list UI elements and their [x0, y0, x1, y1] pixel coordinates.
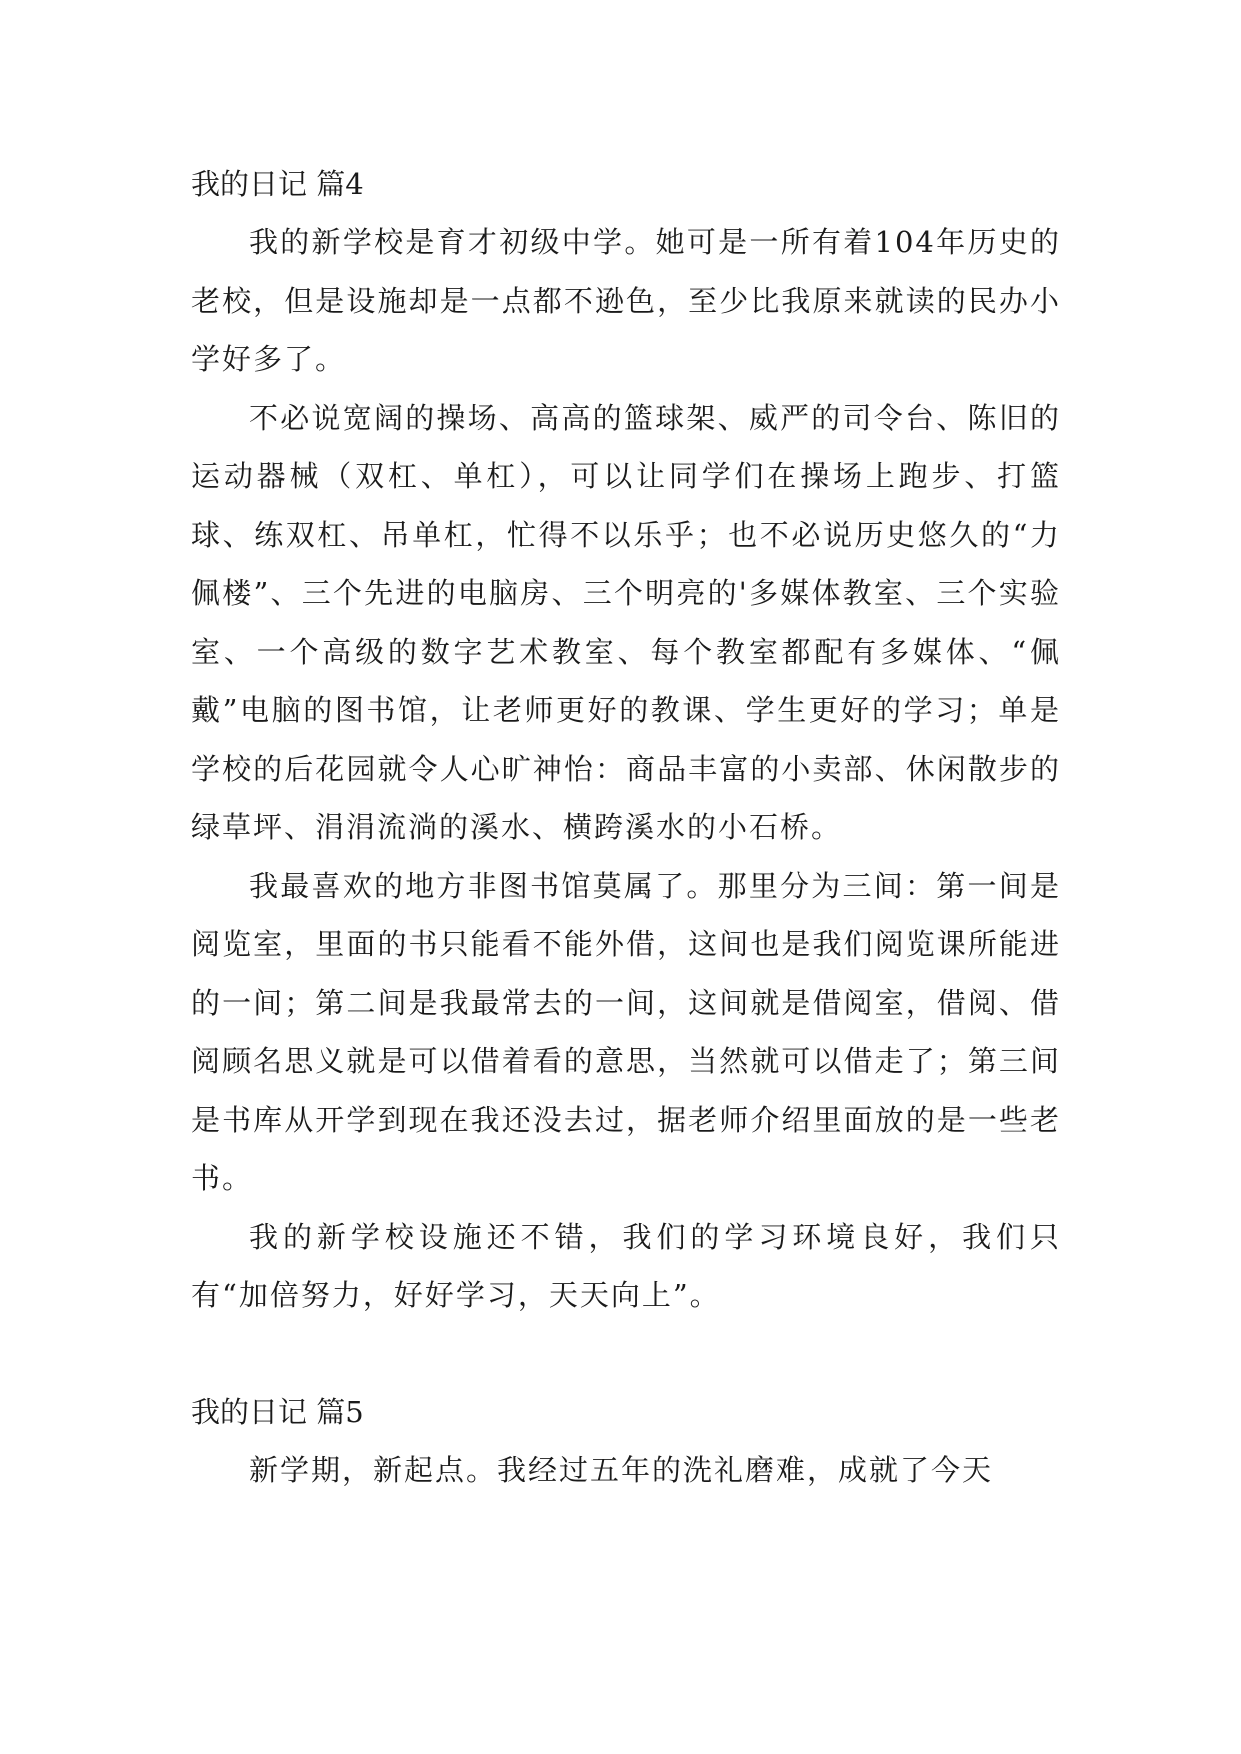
section-heading: 我的日记 篇5 — [191, 1394, 364, 1429]
paragraph: 我最喜欢的地方非图书馆莫属了。那里分为三间：第一间是阅览室，里面的书只能看不能外借，这间也是我们阅览课所能进的一间；第二间是我最常去的一间，这间就是借阅室，借阅、借阅顾名思义就是可以借着看的意思，当然就可以借走了；第三间是书库从开学到现在我还没去过，据老师介绍里面放的是一些老书。 — [191, 868, 1061, 1195]
section-spacer — [191, 1325, 1061, 1383]
paragraph: 不必说宽阔的操场、高高的篮球架、威严的司令台、陈旧的运动器械（双杠、单杠），可以让同学们在操场上跑步、打篮球、练双杠、吊单杠，忙得不以乐乎；也不必说历史悠久的“力佩楼”、三个先进的电脑房、三个明亮的'多媒体教室、三个实验室、一个高级的数字艺术教室、每个教室都配有多媒体、“佩戴”电脑的图书馆，让老师更好的教课、学生更好的学习；单是学校的后花园就令人心旷神怡：商品丰富的小卖部、休闲散步的绿草坪、涓涓流淌的溪水、横跨溪水的小石桥。 — [191, 400, 1061, 844]
paragraph: 我的新学校设施还不错，我们的学习环境良好，我们只有“加倍努力，好好学习，天天向上”。 — [191, 1219, 1061, 1312]
paragraph: 我的新学校是育才初级中学。她可是一所有着104年历史的老校，但是设施却是一点都不逊色，至少比我原来就读的民办小学好多了。 — [191, 225, 1061, 376]
section-heading: 我的日记 篇4 — [191, 167, 364, 201]
paragraph: 新学期，新起点。我经过五年的洗礼磨难，成就了今天 — [249, 1452, 994, 1487]
document-page — [191, 155, 1061, 1499]
